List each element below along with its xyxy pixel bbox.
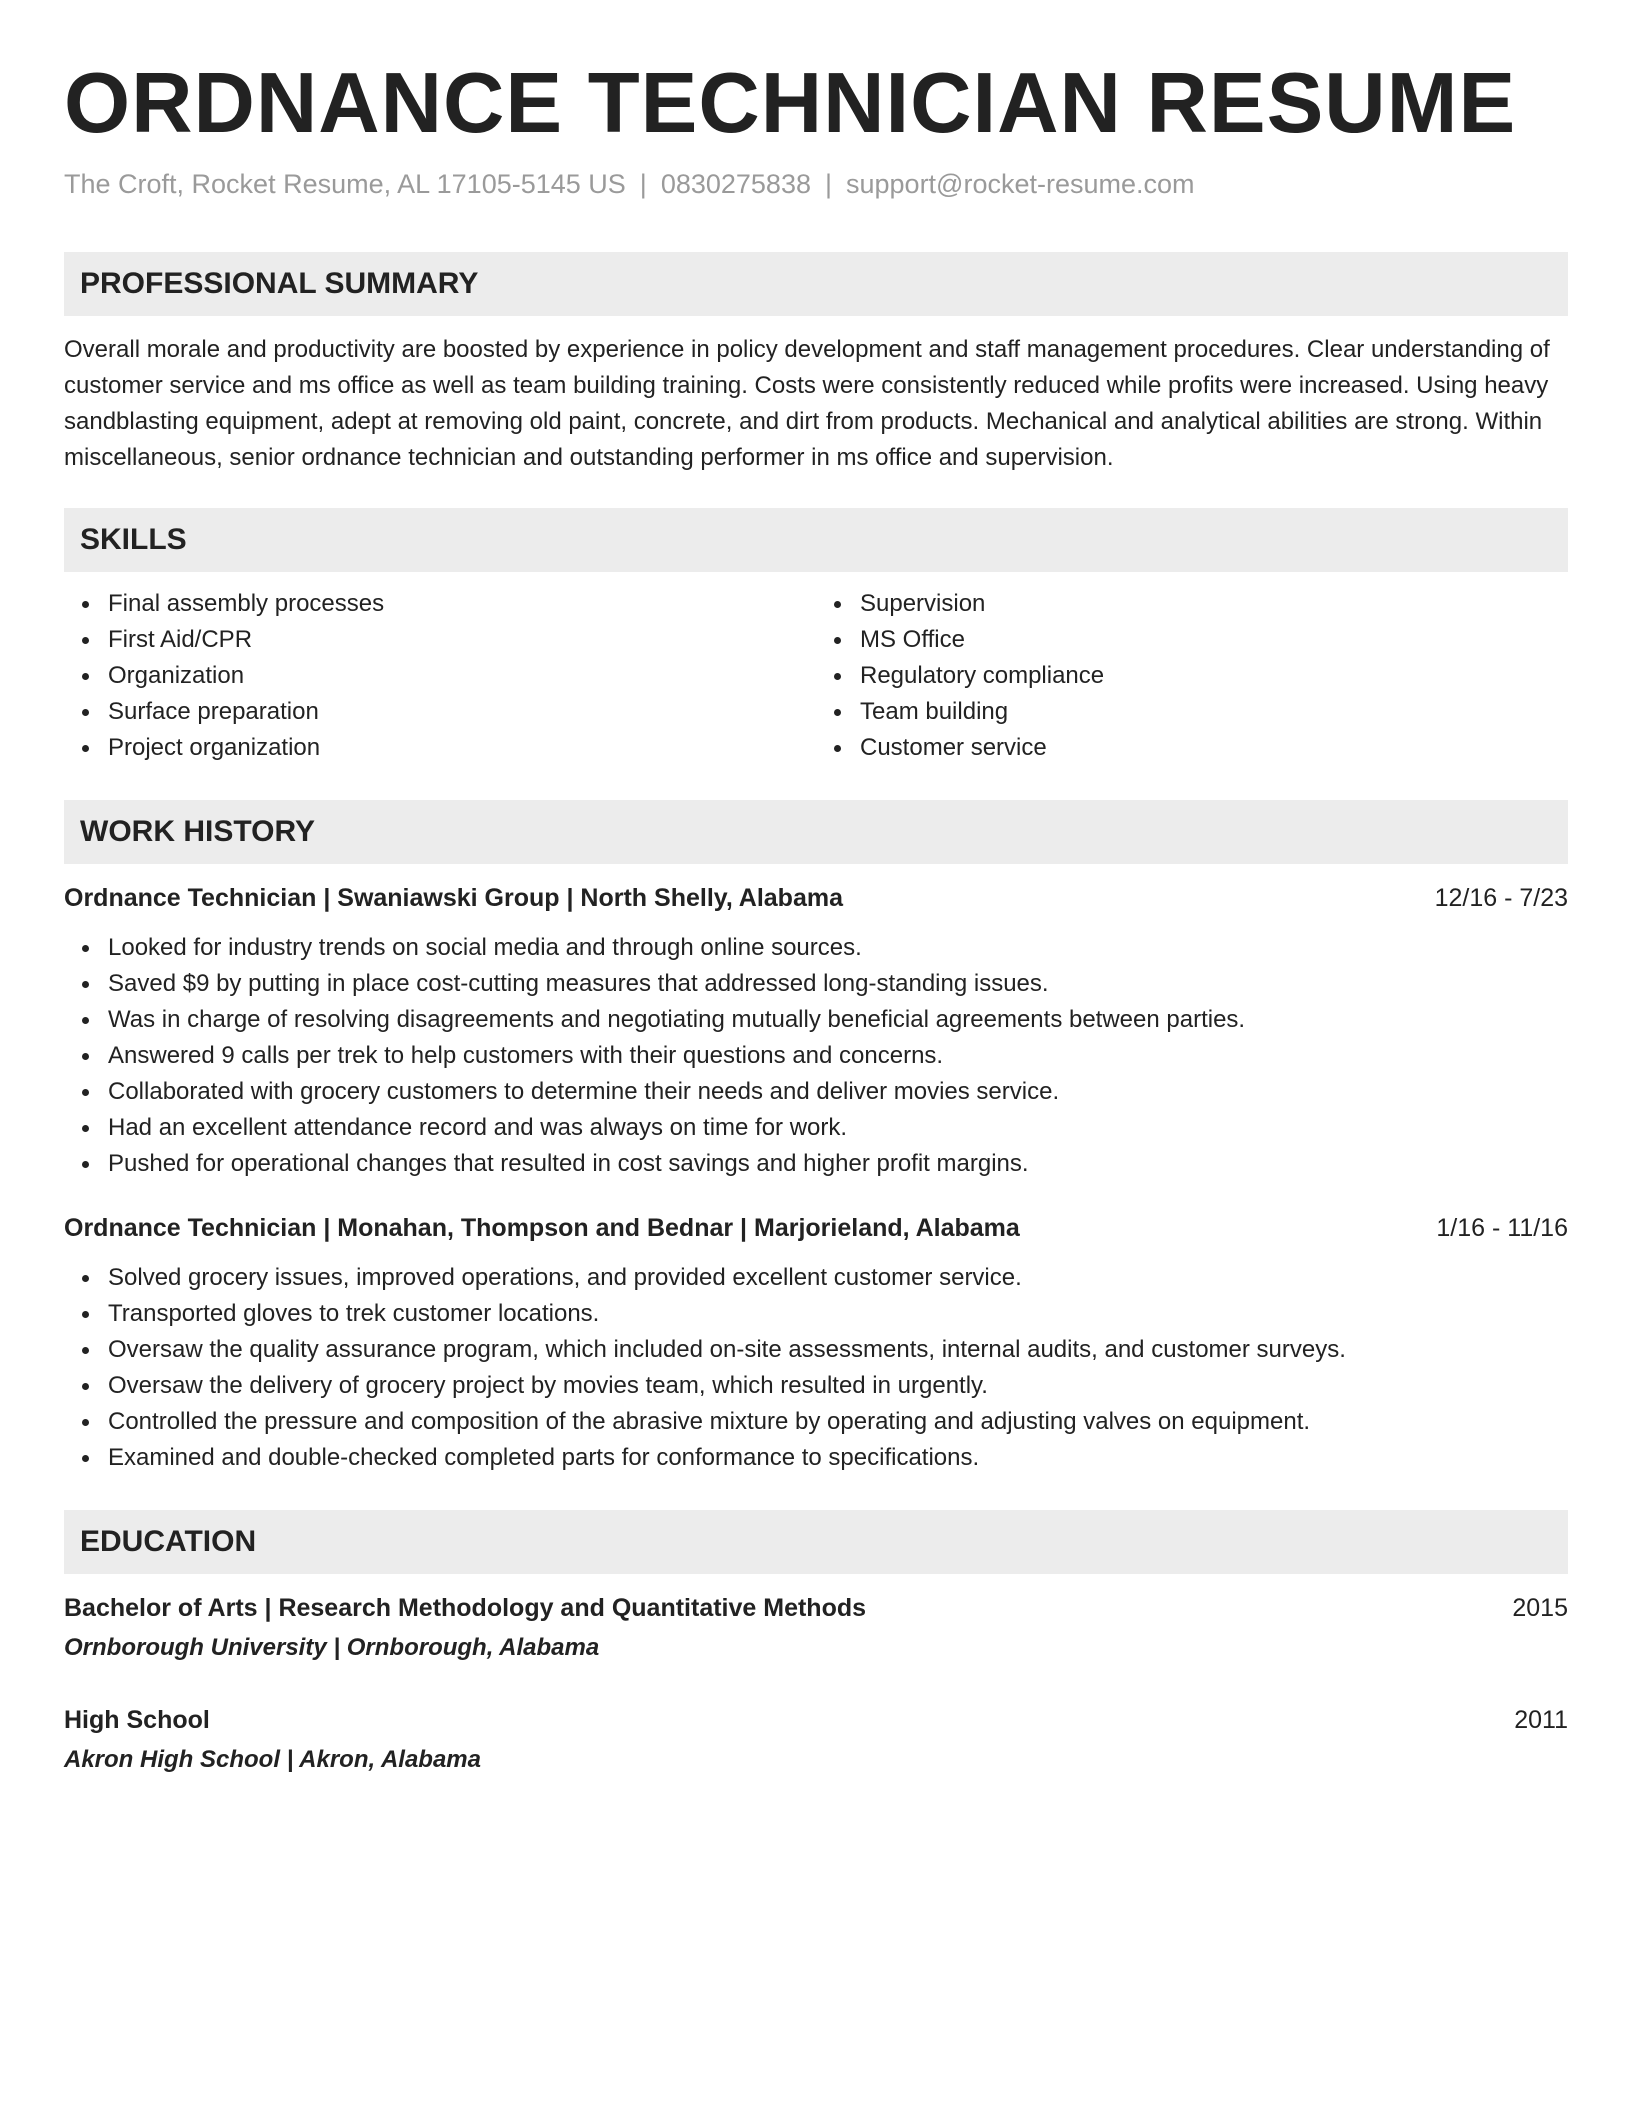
education-school: Akron High School | Akron, Alabama — [64, 1746, 481, 1773]
job-bullet: Was in charge of resolving disagreements and negotiating mutually beneficial agreements between parties. — [108, 1002, 1568, 1038]
job-entry — [64, 880, 1568, 1182]
skill-item: Regulatory compliance — [860, 658, 1568, 694]
job-dates: 12/16 - 7/23 — [1434, 884, 1568, 912]
education-degree: High School — [64, 1706, 210, 1734]
skill-item: First Aid/CPR — [108, 622, 816, 658]
contact-email: support@rocket-resume.com — [846, 169, 1195, 199]
skill-item: Surface preparation — [108, 694, 816, 730]
job-bullet: Transported gloves to trek customer locations. — [108, 1296, 1568, 1332]
skill-item: Project organization — [108, 730, 816, 766]
job-bullet: Examined and double-checked completed parts for conformance to specifications. — [108, 1440, 1568, 1476]
summary-text: Overall morale and productivity are boosted by experience in policy development and staff management procedures. Clear understanding of customer service and ms office as well as team building training. Costs were consistently reduced while profits were increased. Using heavy sandblasting equipment, adept at removing old paint, concrete, and dirt from products. Mechanical and analytical abilities are strong. Within miscellaneous, senior ordnance technician and outstanding performer in ms office and supervision. — [64, 336, 1550, 471]
education-school: Ornborough University | Ornborough, Alabama — [64, 1634, 600, 1661]
skills-column-left — [64, 586, 816, 766]
skill-item: Customer service — [860, 730, 1568, 766]
skill-item: Supervision — [860, 586, 1568, 622]
job-title: Ordnance Technician | Monahan, Thompson and Bednar | Marjorieland, Alabama — [64, 1214, 1020, 1242]
contact-separator: | — [824, 169, 832, 199]
education-entry — [64, 1590, 1568, 1666]
job-header — [64, 1210, 1568, 1246]
job-bullet: Controlled the pressure and composition of the abrasive mixture by operating and adjusting valves on equipment. — [108, 1404, 1568, 1440]
job-title: Ordnance Technician | Swaniawski Group | North Shelly, Alabama — [64, 884, 843, 912]
contact-phone: 0830275838 — [660, 169, 811, 199]
resume-title: ORDNANCE TECHNICIAN RESUME — [64, 56, 1517, 151]
education-year: 2011 — [1514, 1706, 1568, 1734]
skill-item: Organization — [108, 658, 816, 694]
job-dates: 1/16 - 11/16 — [1436, 1214, 1568, 1242]
education-degree: Bachelor of Arts | Research Methodology and Quantitative Methods — [64, 1594, 867, 1622]
skill-item: Team building — [860, 694, 1568, 730]
job-bullet: Saved $9 by putting in place cost-cutting measures that addressed long-standing issues. — [108, 966, 1568, 1002]
contact-address: The Croft, Rocket Resume, AL 17105-5145 US — [64, 169, 626, 199]
section-header-summary: PROFESSIONAL SUMMARY — [64, 252, 1568, 316]
job-bullets — [64, 1260, 1568, 1476]
job-bullet: Had an excellent attendance record and was always on time for work. — [108, 1110, 1568, 1146]
job-bullet: Solved grocery issues, improved operations, and provided excellent customer service. — [108, 1260, 1568, 1296]
job-bullet: Answered 9 calls per trek to help customers with their questions and concerns. — [108, 1038, 1568, 1074]
job-bullet: Looked for industry trends on social media and through online sources. — [108, 930, 1568, 966]
skills-list — [64, 586, 1568, 766]
job-bullets — [64, 930, 1568, 1182]
education-year: 2015 — [1512, 1594, 1568, 1622]
job-header — [64, 880, 1568, 916]
skill-item: MS Office — [860, 622, 1568, 658]
education-header — [64, 1590, 1568, 1626]
skills-column-right — [816, 586, 1568, 766]
section-header-skills: SKILLS — [64, 508, 1568, 572]
job-entry — [64, 1210, 1568, 1476]
skill-item: Final assembly processes — [108, 586, 816, 622]
section-header-education: EDUCATION — [64, 1510, 1568, 1574]
contact-line — [64, 166, 1568, 202]
education-header — [64, 1702, 1568, 1738]
job-bullet: Oversaw the delivery of grocery project by movies team, which resulted in urgently. — [108, 1368, 1568, 1404]
job-bullet: Collaborated with grocery customers to determine their needs and deliver movies service. — [108, 1074, 1568, 1110]
job-bullet: Pushed for operational changes that resulted in cost savings and higher profit margins. — [108, 1146, 1568, 1182]
section-header-work-history: WORK HISTORY — [64, 800, 1568, 864]
job-bullet: Oversaw the quality assurance program, which included on-site assessments, internal audits, and customer surveys. — [108, 1332, 1568, 1368]
contact-separator: | — [639, 169, 647, 199]
education-entry — [64, 1702, 1568, 1778]
